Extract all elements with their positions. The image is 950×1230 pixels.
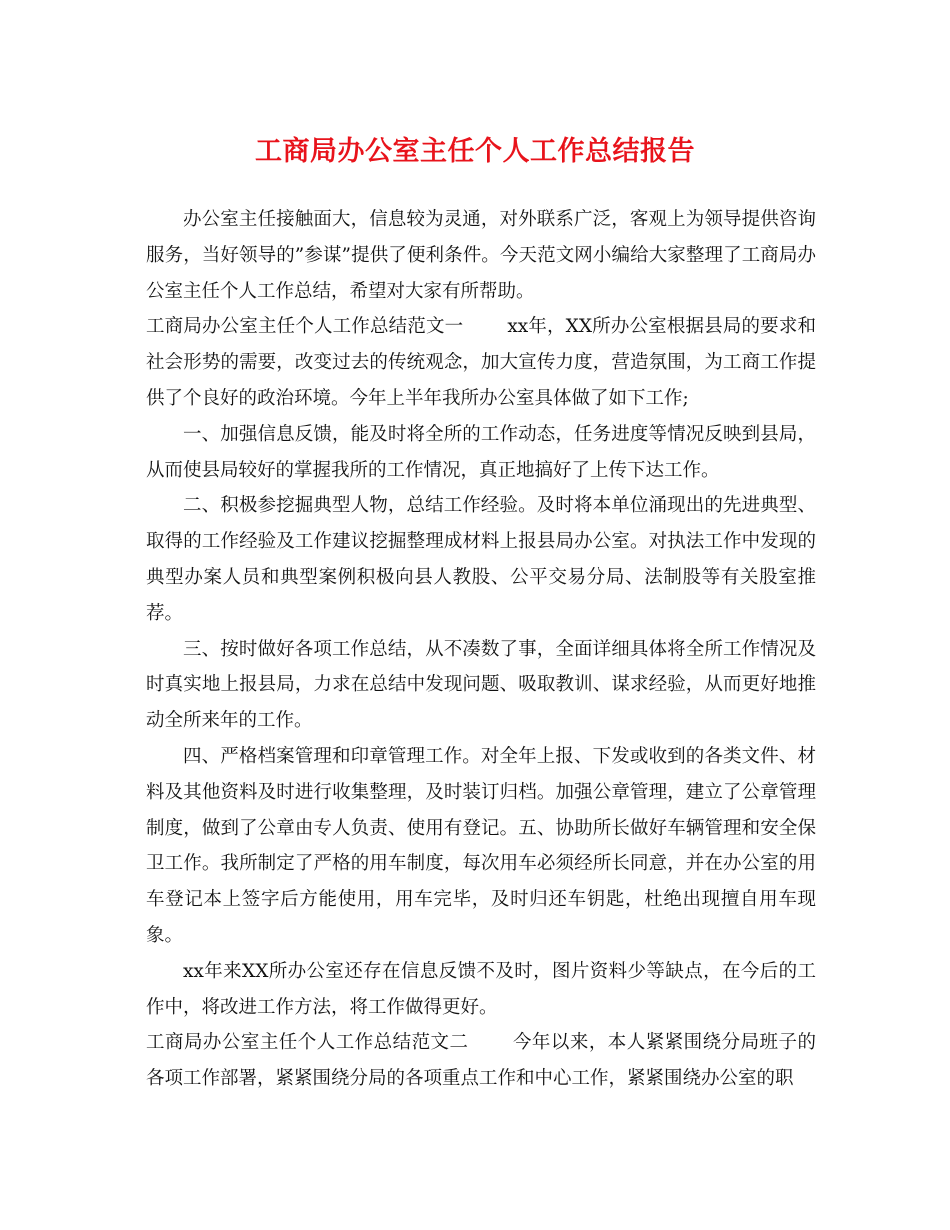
sample1-heading: 工商局办公室主任个人工作总结范文一: [146, 316, 464, 338]
sample2-paragraph: [146, 1025, 816, 1097]
sample1-lead: xx年，XX所办公室根据县局的要求和社会形势的需要，改变过去的传统观念，加大宣传力度，营造氛围，为工商工作提供了个良好的政治环境。今年上半年我所办公室具体做了如下工作;: [146, 316, 816, 409]
summary-paragraph: xx年来XX所办公室还存在信息反馈不及时，图片资料少等缺点，在今后的工作中，将改进工作方法，将工作做得更好。: [146, 960, 816, 1018]
item-3-paragraph: 三、按时做好各项工作总结，从不凑数了事，全面详细具体将全所工作情况及时真实地上报县局，力求在总结中发现问题、吸取教训、谋求经验，从而更好地推动全所来年的工作。: [146, 638, 816, 732]
document-body: [146, 202, 816, 1097]
sample2-heading: 工商局办公室主任个人工作总结范文二: [146, 1032, 469, 1054]
document-title: 工商局办公室主任个人工作总结报告: [255, 136, 695, 167]
item-1-paragraph: 一、加强信息反馈，能及时将全所的工作动态，任务进度等情况反映到县局，从而使县局较好的掌握我所的工作情况，真正地搞好了上传下达工作。: [146, 423, 816, 481]
intro-paragraph: 办公室主任接触面大，信息较为灵通，对外联系广泛，客观上为领导提供咨询服务，当好领导的”参谋”提供了便利条件。今天范文网小编给大家整理了工商局办公室主任个人工作总结，希望对大家有所帮助。: [146, 209, 816, 302]
sample1-paragraph: [146, 309, 816, 416]
sample2-lead: 今年以来，本人紧紧围绕分局班子的各项工作部署，紧紧围绕分局的各项重点工作和中心工作，紧紧围绕办公室的职: [146, 1032, 816, 1090]
item-2-paragraph: 二、积极参挖掘典型人物，总结工作经验。及时将本单位涌现出的先进典型、取得的工作经验及工作建议挖掘整理成材料上报县局办公室。对执法工作中发现的典型办案人员和典型案例积极向县人教股、公平交易分局、法制股等有关股室推荐。: [146, 495, 816, 624]
item-4-paragraph: 四、严格档案管理和印章管理工作。对全年上报、下发或收到的各类文件、材料及其他资料及时进行收集整理，及时装订归档。加强公章管理，建立了公章管理制度，做到了公章由专人负责、使用有登记。五、协助所长做好车辆管理和安全保卫工作。我所制定了严格的用车制度，每次用车必须经所长同意，并在办公室的用车登记本上签字后方能使用，用车完毕，及时归还车钥匙，杜绝出现擅自用车现象。: [146, 745, 816, 946]
